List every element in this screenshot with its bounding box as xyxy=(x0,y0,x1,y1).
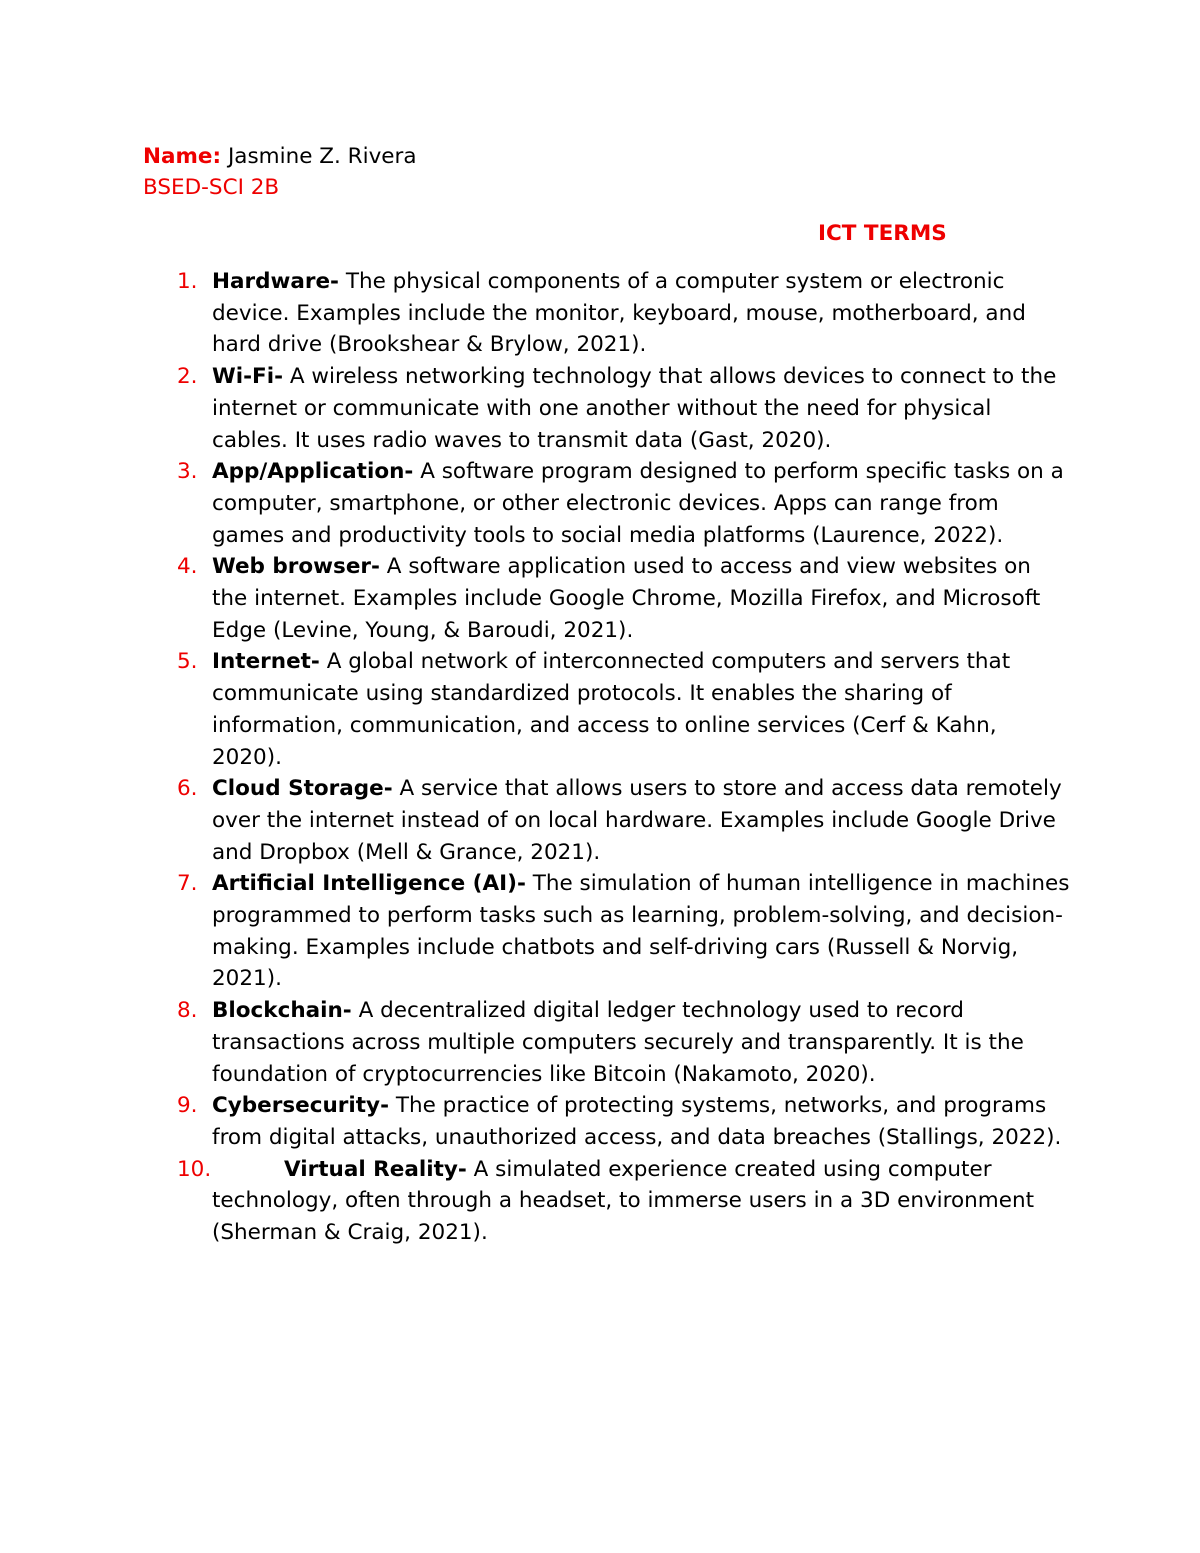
name-label: Name: xyxy=(143,144,222,169)
term-item xyxy=(0,551,1200,646)
term-item xyxy=(0,646,1200,773)
term-definition: A global network of interconnected computers and servers that communicate using standardized protocols. It enables the sharing of information, communication, and access to online services (Cerf & Kahn, 2020). xyxy=(212,649,1011,770)
document-title: ICT TERMS xyxy=(818,221,947,246)
term-item xyxy=(0,868,1200,995)
term-item xyxy=(0,361,1200,456)
student-name-line xyxy=(143,141,417,172)
term-name: Cloud Storage- xyxy=(212,776,393,802)
student-name: Jasmine Z. Rivera xyxy=(227,144,417,169)
term-item xyxy=(0,456,1200,551)
term-name: Virtual Reality- xyxy=(284,1156,467,1182)
term-definition: The physical components of a computer system or electronic device. Examples include the monitor, keyboard, mouse, motherboard, and hard drive (Brookshear & Brylow, 2021). xyxy=(212,269,1026,358)
term-item xyxy=(0,1090,1200,1153)
term-definition: A service that allows users to store and access data remotely over the internet instead of on local hardware. Examples include Google Drive and Dropbox (Mell & Grance, 2021). xyxy=(212,776,1062,865)
term-name: Cybersecurity- xyxy=(212,1093,389,1119)
term-number: 9. xyxy=(177,1093,198,1119)
term-definition: A simulated experience created using computer technology, often through a headset, to immerse users in a 3D environment (Sherman & Craig, 2021). xyxy=(212,1156,1035,1246)
term-name: Wi-Fi- xyxy=(212,364,283,390)
term-definition: A software application used to access and view websites on the internet. Examples include Google Chrome, Mozilla Firefox, and Microsoft Edge (Levine, Young, & Baroudi, 2021). xyxy=(212,554,1041,643)
term-name: Internet- xyxy=(212,649,320,675)
term-name: Blockchain- xyxy=(212,998,352,1024)
term-name: Artificial Intelligence (AI)- xyxy=(212,871,526,897)
term-number: 3. xyxy=(177,459,198,485)
term-name: Hardware- xyxy=(212,269,339,294)
term-definition: A wireless networking technology that allows devices to connect to the internet or communicate with one another without the need for physical cables. It uses radio waves to transmit data (Gast, 2020). xyxy=(212,364,1057,453)
term-number: 2. xyxy=(177,364,198,390)
terms-list xyxy=(0,266,1200,1249)
term-number: 1. xyxy=(177,269,198,294)
term-definition: A decentralized digital ledger technology used to record transactions across multiple computers securely and transparently. It is the foundation of cryptocurrencies like Bitcoin (Nakamoto, 2020). xyxy=(212,998,1024,1087)
term-definition: A software program designed to perform specific tasks on a computer, smartphone, or other electronic devices. Apps can range from games and productivity tools to social media platforms (Laurence, 2022). xyxy=(212,459,1064,548)
term-item xyxy=(0,266,1200,361)
term-number: 5. xyxy=(177,649,198,675)
term-item xyxy=(0,1154,1200,1249)
term-item xyxy=(0,773,1200,868)
term-number: 6. xyxy=(177,776,198,802)
term-number: 4. xyxy=(177,554,198,580)
term-definition: The simulation of human intelligence in machines programmed to perform tasks such as learning, problem-solving, and decision-making. Examples include chatbots and self-driving cars (Russell & Norvig, 2021). xyxy=(212,871,1070,992)
term-number: 10. xyxy=(177,1156,212,1182)
term-number: 8. xyxy=(177,998,198,1024)
term-name: Web browser- xyxy=(212,554,380,580)
program-section: BSED-SCI 2B xyxy=(143,175,280,200)
term-item xyxy=(0,995,1200,1090)
term-number: 7. xyxy=(177,871,198,897)
term-definition: The practice of protecting systems, networks, and programs from digital attacks, unauthorized access, and data breaches (Stallings, 2022). xyxy=(212,1093,1062,1150)
term-name: App/Application- xyxy=(212,459,414,485)
